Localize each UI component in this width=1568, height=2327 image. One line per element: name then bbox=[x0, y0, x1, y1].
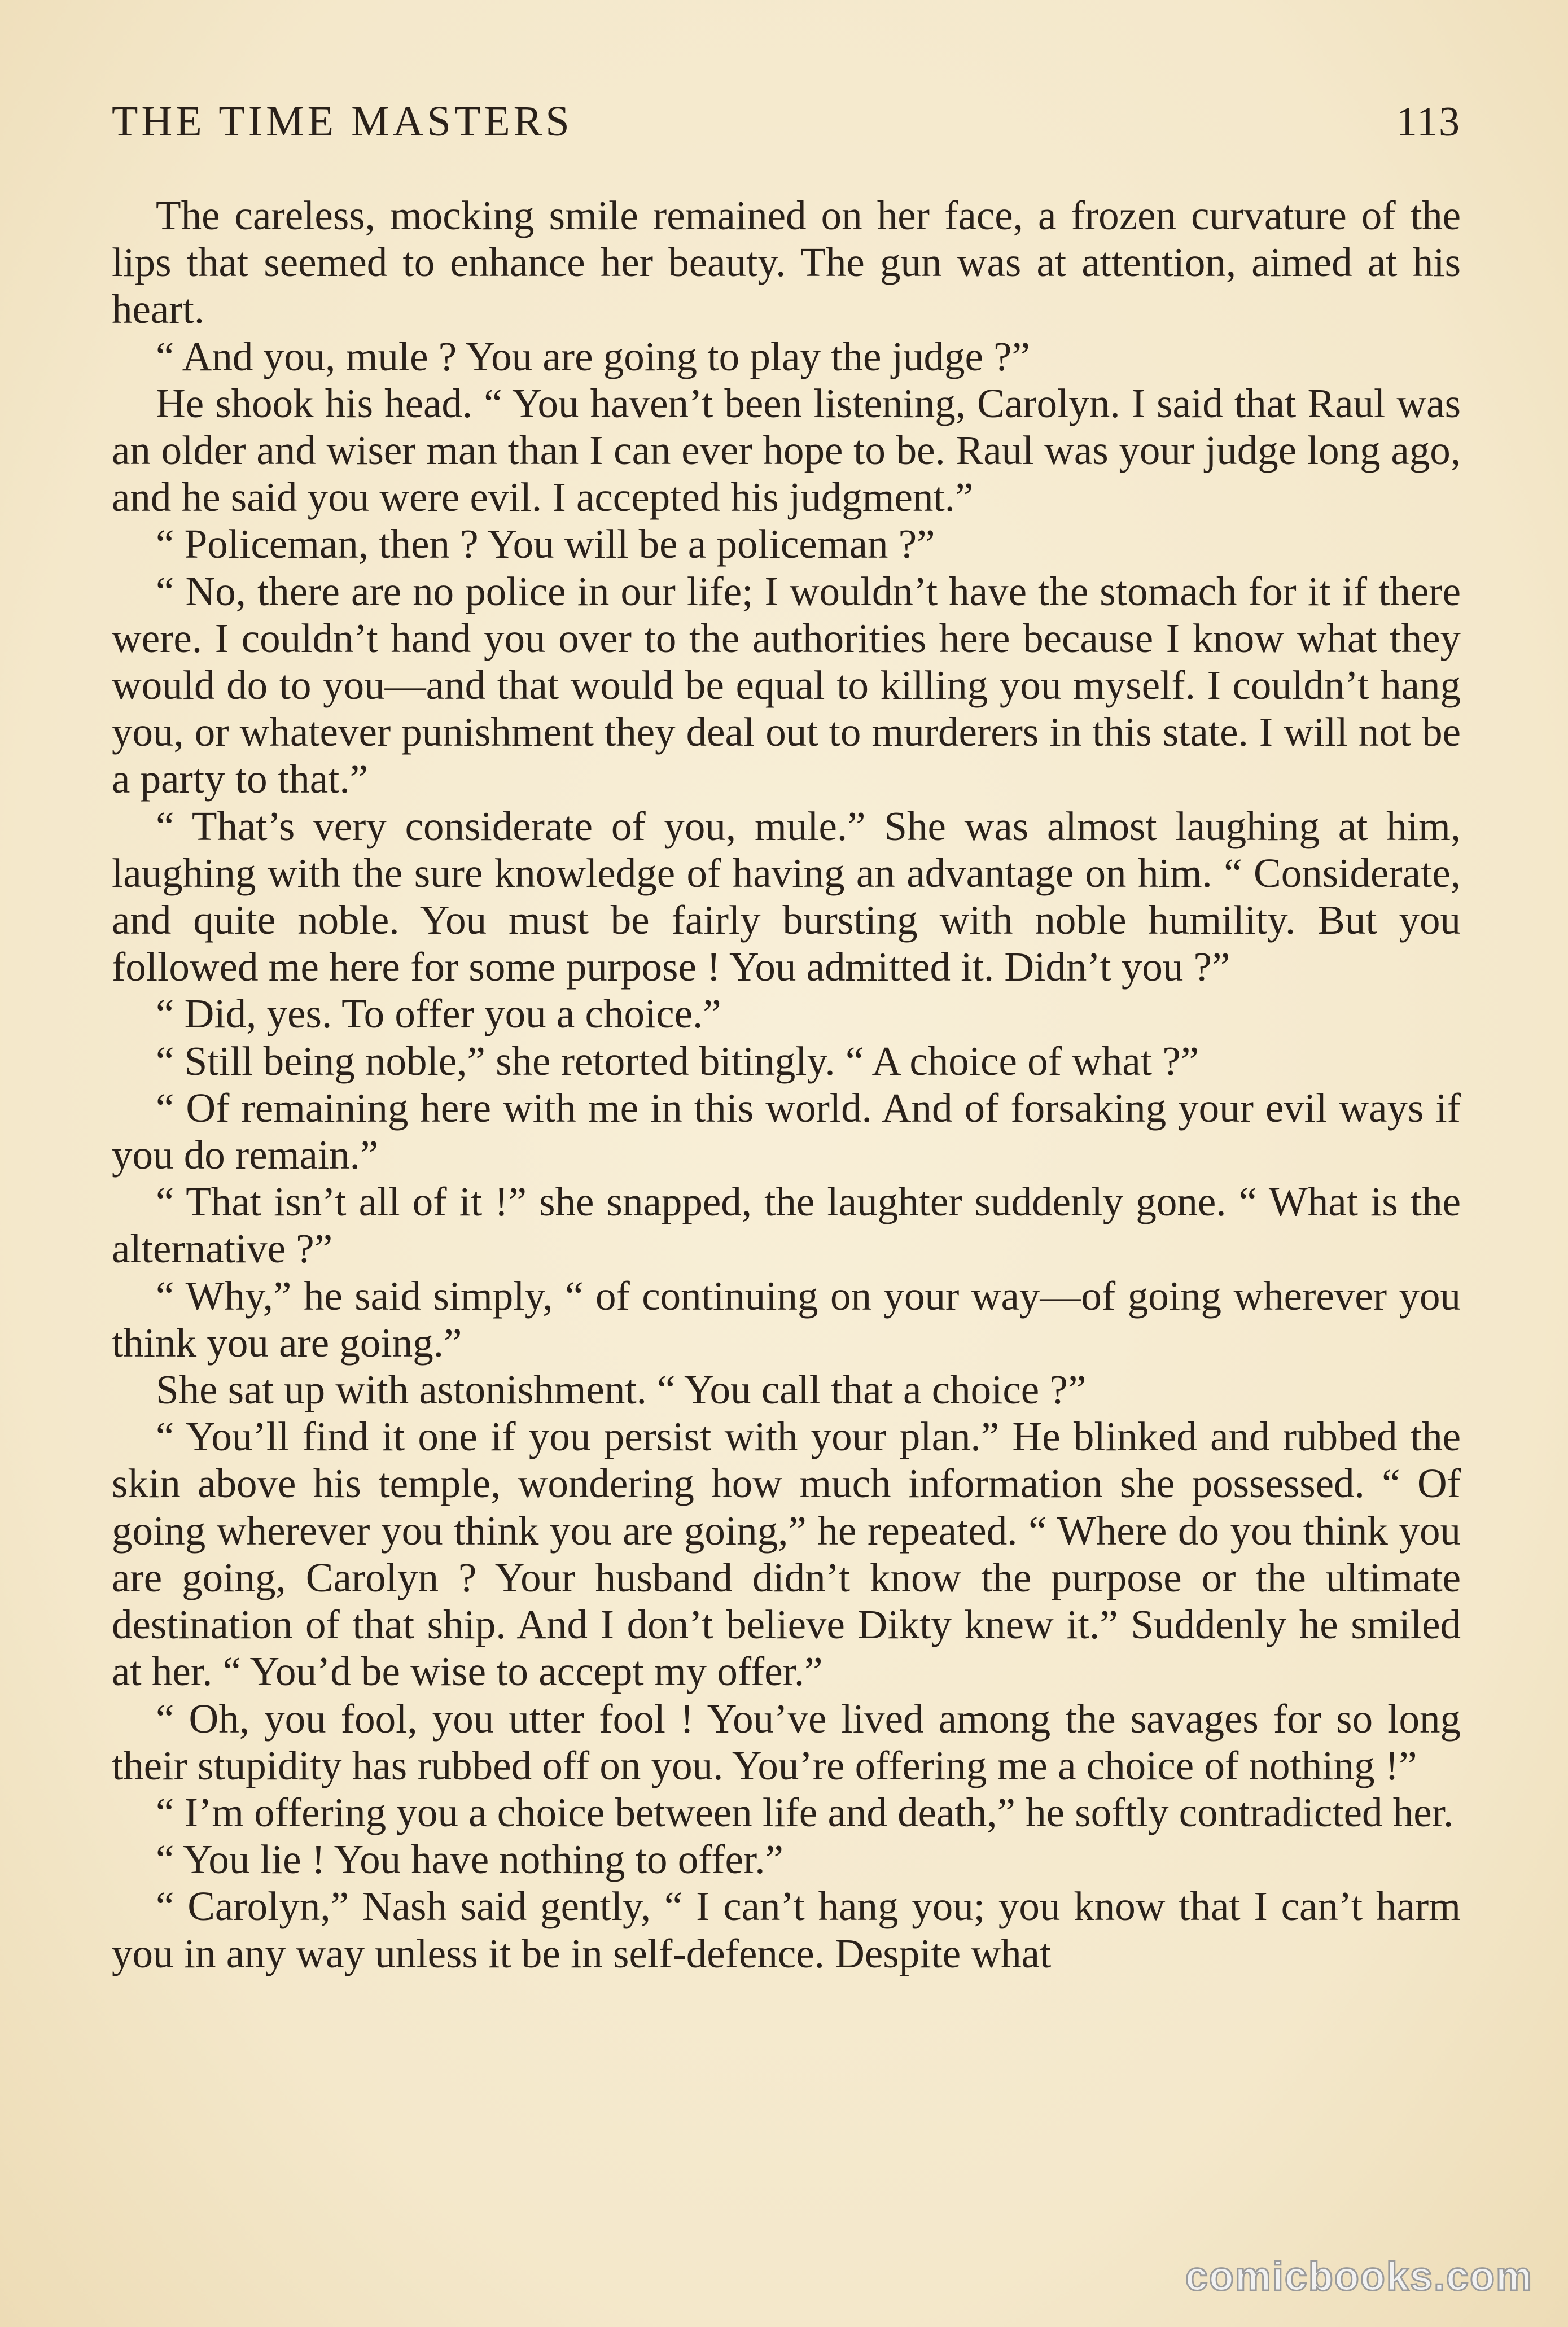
paragraph: “ Policeman, then ? You will be a policeman ?” bbox=[156, 521, 935, 567]
paragraph: “ You lie ! You have nothing to offer.” bbox=[156, 1836, 783, 1883]
paragraph: “ Why,” he said simply, “ of continuing on your way—of going wherever you think you are going.” bbox=[112, 1272, 1461, 1366]
paragraph: “ Did, yes. To offer you a choice.” bbox=[156, 991, 721, 1037]
paragraph: He shook his head. “ You haven’t been listening, Carolyn. I said that Raul was an older and wiser man than I can ever hope to be. Raul was your judge long ago, and he said you were evil. I accepted his judgment.” bbox=[112, 380, 1461, 520]
paragraph: “ And you, mule ? You are going to play the judge ?” bbox=[156, 333, 1030, 379]
paragraph: “ You’ll find it one if you persist with your plan.” He blinked and rubbed the skin above his temple, wondering how much information she possessed. “ Of going wherever you think you are going,” he repeated. “ Where do you think you are going, Carolyn ? Your husband didn’t know the purpose or the ultimate destination of that ship. And I don’t believe Dikty knew it.” Suddenly he smiled at her. “ You’d be wise to accept my offer.” bbox=[112, 1414, 1461, 1695]
paragraph: “ Still being noble,” she retorted bitingly. “ A choice of what ?” bbox=[156, 1038, 1199, 1084]
running-head bbox=[112, 97, 1461, 154]
watermark: comicbooks.com bbox=[1185, 2254, 1533, 2299]
paragraph: “ I’m offering you a choice between life and death,” he softly contradicted her. bbox=[156, 1789, 1454, 1835]
paragraph: She sat up with astonishment. “ You call that a choice ?” bbox=[156, 1367, 1087, 1413]
paragraph: “ That’s very considerate of you, mule.” She was almost laughing at him, laughing with the sure knowledge of having an advantage on him. “ Considerate, and quite noble. You must be fairly bursting with noble humility. But you followed me here for some purpose ! You admitted it. Didn’t you ?” bbox=[112, 803, 1461, 990]
body-text bbox=[112, 192, 1461, 1977]
paragraph: “ That isn’t all of it !” she snapped, the laughter suddenly gone. “ What is the alternative ?” bbox=[112, 1179, 1461, 1272]
paragraph: “ Carolyn,” Nash said gently, “ I can’t hang you; you know that I can’t harm you in any way unless it be in self-defence. Despite what bbox=[112, 1883, 1461, 1976]
running-head-title: THE TIME MASTERS bbox=[112, 98, 573, 145]
page-number: 113 bbox=[1396, 99, 1461, 145]
paragraph: The careless, mocking smile remained on her face, a frozen curvature of the lips that seemed to enhance her beauty. The gun was at attention, aimed at his heart. bbox=[112, 193, 1461, 333]
paragraph: “ Oh, you fool, you utter fool ! You’ve lived among the savages for so long their stupidity has rubbed off on you. You’re offering me a choice of nothing !” bbox=[112, 1695, 1461, 1788]
paragraph: “ Of remaining here with me in this world. And of forsaking your evil ways if you do remain.” bbox=[112, 1084, 1461, 1178]
paragraph: “ No, there are no police in our life; I wouldn’t have the stomach for it if there were. I couldn’t hand you over to the authorities here because I know what they would do to you—and that would be equal to killing you myself. I couldn’t hang you, or whatever punishment they deal out to murderers in this state. I will not be a party to that.” bbox=[112, 568, 1461, 802]
